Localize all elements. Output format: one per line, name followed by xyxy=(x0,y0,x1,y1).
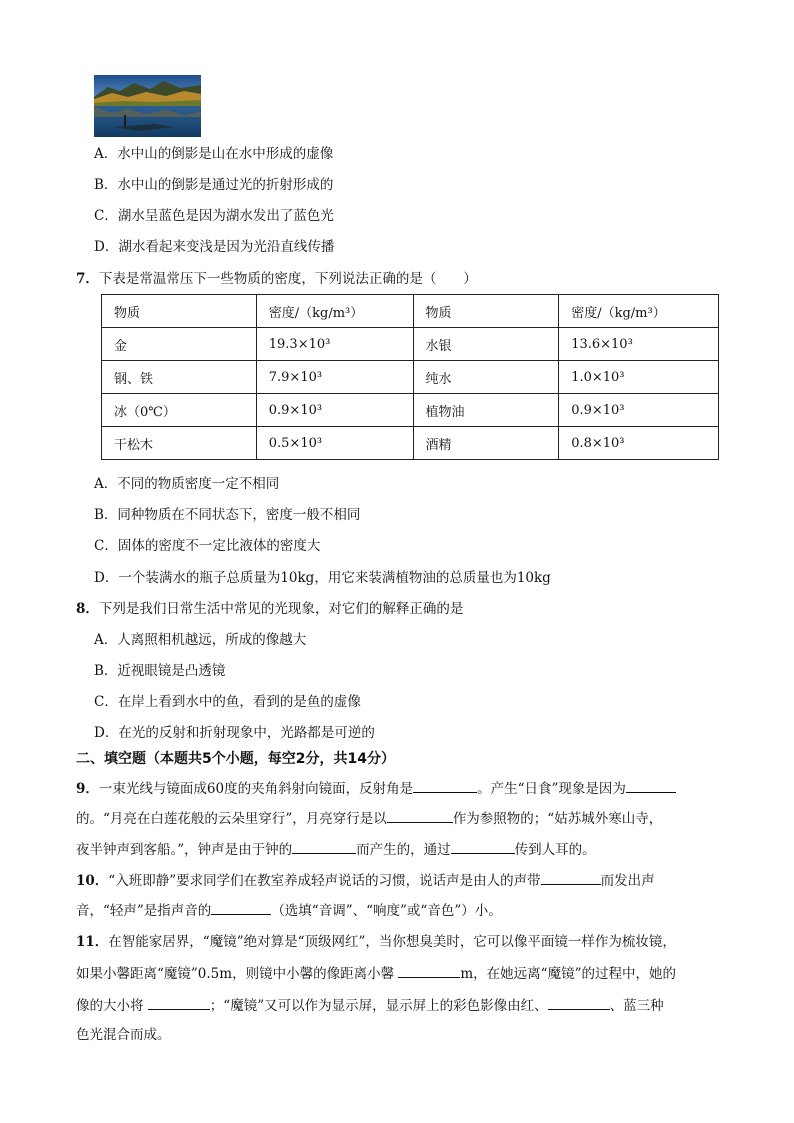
q11-text: m，在她远离“魔镜”的过程中，她的 xyxy=(460,966,676,982)
table-cell: 7.9×10³ xyxy=(256,361,413,394)
q8-option-b: B．近视眼镜是凸透镜 xyxy=(94,663,226,679)
q8-stem-text: 下列是我们日常生活中常见的光现象，对它们的解释正确的是 xyxy=(98,601,464,617)
q11-text: 像的大小将 xyxy=(76,998,148,1014)
answer-blank[interactable] xyxy=(541,870,601,885)
q11-number: 11． xyxy=(76,934,109,950)
table-cell: 13.6×10³ xyxy=(559,328,719,361)
q6-option-c: C．湖水呈蓝色是因为湖水发出了蓝色光 xyxy=(94,208,334,224)
q9-text: 作为参照物的；“姑苏城外寒山寺， xyxy=(452,811,663,827)
q8-stem xyxy=(76,600,463,618)
q7-stem xyxy=(76,270,477,288)
q11-line-2 xyxy=(76,963,676,983)
q9-text: 夜半钟声到客船。”，钟声是由于钟的 xyxy=(76,842,293,858)
q11-line-3 xyxy=(76,995,664,1015)
answer-blank[interactable] xyxy=(148,995,210,1010)
table-cell: 19.3×10³ xyxy=(256,328,413,361)
table-header-cell: 密度/（kg/m³） xyxy=(256,295,413,328)
table-cell: 0.8×10³ xyxy=(559,427,719,460)
answer-blank[interactable] xyxy=(211,900,271,915)
answer-blank[interactable] xyxy=(387,808,453,823)
q10-text: 音，“轻声”是指声音的 xyxy=(76,903,212,919)
q9-line-2 xyxy=(76,808,662,828)
table-cell: 钢、铁 xyxy=(102,361,257,394)
density-table xyxy=(101,294,719,460)
table-cell: 酒精 xyxy=(413,427,559,460)
q11-text: ；“魔镜”又可以作为显示屏，显示屏上的彩色影像由红、 xyxy=(209,998,548,1014)
q6-option-a: A．水中山的倒影是山在水中形成的虚像 xyxy=(94,146,334,162)
q9-number: 9． xyxy=(76,781,99,797)
q9-text: 的。“月亮在白莲花般的云朵里穿行”，月亮穿行是以 xyxy=(76,811,387,827)
q9-text: 一束光线与镜面成60度的夹角斜射向镜面，反射角是 xyxy=(98,781,414,797)
table-row xyxy=(102,328,719,361)
q10-line-1 xyxy=(76,870,655,890)
section-2-title: 二、填空题（本题共5个小题，每空2分，共14分） xyxy=(76,751,395,767)
q9-text: 传到人耳的。 xyxy=(514,842,596,858)
q10-text: （选填“音调”、“响度”或“音色”）小。 xyxy=(271,903,502,919)
table-cell: 纯水 xyxy=(413,361,559,394)
answer-blank[interactable] xyxy=(398,963,460,978)
q7-option-b: B．同种物质在不同状态下，密度一般不相同 xyxy=(94,507,361,523)
q10-number: 10． xyxy=(76,873,109,889)
table-cell: 0.9×10³ xyxy=(559,394,719,427)
lake-mountain-image xyxy=(94,75,201,137)
table-cell: 0.9×10³ xyxy=(256,394,413,427)
q11-text: 、蓝三种 xyxy=(609,998,664,1014)
q7-option-a: A．不同的物质密度一定不相同 xyxy=(94,476,280,492)
q9-line-1 xyxy=(76,778,676,798)
answer-blank[interactable] xyxy=(548,995,610,1010)
table-header-row xyxy=(102,295,719,328)
q8-option-c: C．在岸上看到水中的鱼，看到的是鱼的虚像 xyxy=(94,694,361,710)
table-cell: 植物油 xyxy=(413,394,559,427)
q11-text: 如果小馨距离“魔镜”0.5m，则镜中小馨的像距离小馨 xyxy=(76,966,399,982)
q7-option-d: D．一个装满水的瓶子总质量为10kg，用它来装满植物油的总质量也为10kg xyxy=(94,570,551,586)
q10-line-2 xyxy=(76,900,502,920)
q7-option-c: C．固体的密度不一定比液体的密度大 xyxy=(94,538,321,554)
table-cell: 干松木 xyxy=(102,427,257,460)
answer-blank[interactable] xyxy=(292,839,356,854)
table-row xyxy=(102,394,719,427)
table-cell: 冰（0℃） xyxy=(102,394,257,427)
q10-text: 而发出声 xyxy=(600,873,655,889)
q11-line-4: 色光混合而成。 xyxy=(76,1027,171,1043)
q9-text: 而产生的，通过 xyxy=(356,842,451,858)
table-cell: 1.0×10³ xyxy=(559,361,719,394)
answer-blank[interactable] xyxy=(626,778,676,793)
lake-mountain-photo xyxy=(94,75,201,137)
table-header-cell: 物质 xyxy=(102,295,257,328)
q10-text: “入班即静”要求同学们在教室养成轻声说话的习惯，说话声是由人的声带 xyxy=(108,873,541,889)
answer-blank[interactable] xyxy=(413,778,477,793)
q9-line-3 xyxy=(76,839,596,859)
q8-number: 8． xyxy=(76,601,99,617)
answer-blank[interactable] xyxy=(451,839,515,854)
table-row xyxy=(102,427,719,460)
q8-option-d: D．在光的反射和折射现象中，光路都是可逆的 xyxy=(94,725,375,741)
table-header-cell: 物质 xyxy=(413,295,559,328)
table-cell: 水银 xyxy=(413,328,559,361)
table-cell: 金 xyxy=(102,328,257,361)
q9-text: 。产生“日食”现象是因为 xyxy=(477,781,626,797)
q11-line-1 xyxy=(76,933,676,951)
table-row xyxy=(102,361,719,394)
table-header-cell: 密度/（kg/m³） xyxy=(559,295,719,328)
q7-number: 7． xyxy=(76,271,99,287)
q6-option-d: D．湖水看起来变浅是因为光沿直线传播 xyxy=(94,239,335,255)
q8-option-a: A．人离照相机越远，所成的像越大 xyxy=(94,632,307,648)
q11-text: 在智能家居界，“魔镜”绝对算是“顶级网红”，当你想臭美时，它可以像平面镜一样作为梳妆镜， xyxy=(108,934,676,950)
q6-option-b: B．水中山的倒影是通过光的折射形成的 xyxy=(94,177,334,193)
table-cell: 0.5×10³ xyxy=(256,427,413,460)
q7-stem-text: 下表是常温常压下一些物质的密度，下列说法正确的是（ ） xyxy=(98,271,477,287)
